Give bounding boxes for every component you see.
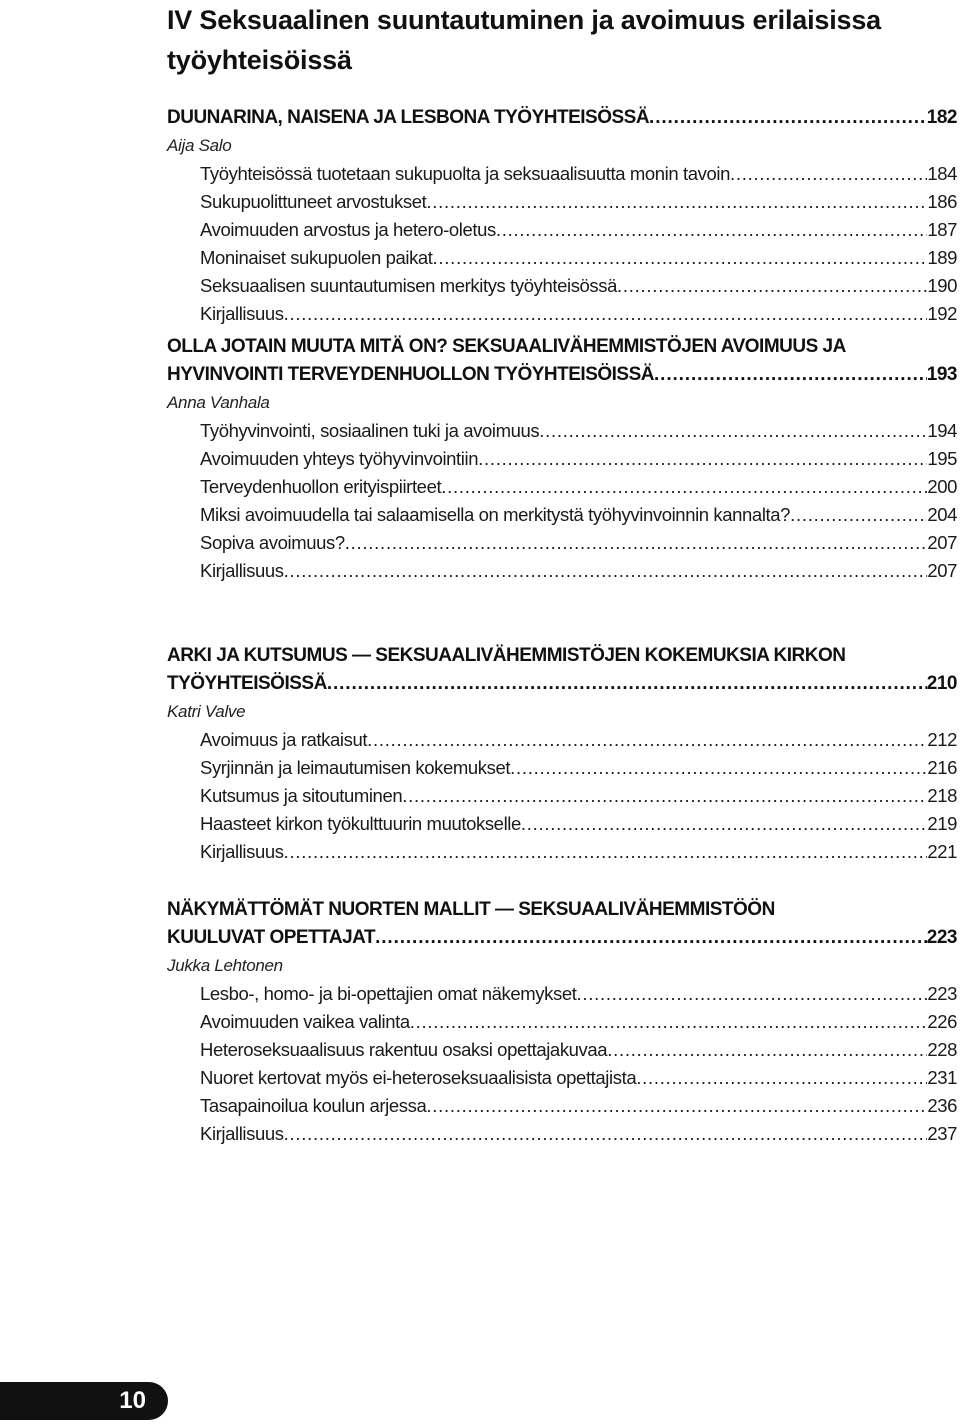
toc-entry-label: Kirjallisuus <box>200 1123 284 1144</box>
toc-entry-label: Kirjallisuus <box>200 560 284 581</box>
dot-leader <box>345 529 927 557</box>
dot-leader <box>284 300 927 328</box>
toc-entry[interactable] <box>200 1008 957 1036</box>
toc-entry[interactable] <box>200 782 957 810</box>
toc-entry-label: Heteroseksuaalisuus rakentuu osaksi opettajakuvaa <box>200 1039 608 1060</box>
toc-entry-label: Seksuaalisen suuntautumisen merkitys työyhteisössä <box>200 275 618 296</box>
toc-entry-page-number: 194 <box>927 420 957 441</box>
toc-section <box>167 896 957 1148</box>
toc-entry-label: Avoimuuden vaikea valinta <box>200 1011 410 1032</box>
section-heading-label: KUULUVAT OPETTAJAT <box>167 927 376 948</box>
toc-entry[interactable] <box>200 557 957 585</box>
dot-leader <box>654 361 927 389</box>
toc-entry[interactable] <box>200 1120 957 1148</box>
toc-entry-label: Syrjinnän ja leimautumisen kokemukset <box>200 757 511 778</box>
toc-entry-label: Haasteet kirkon työkulttuurin muutokselle <box>200 813 521 834</box>
toc-entry-label: Työyhteisössä tuotetaan sukupuolta ja seksuaalisuutta monin tavoin <box>200 163 730 184</box>
section-page-number: 210 <box>926 673 957 694</box>
section-author: Aija Salo <box>167 136 232 155</box>
toc-entry[interactable] <box>200 244 957 272</box>
dot-leader <box>375 924 927 952</box>
section-heading-label: DUUNARINA, NAISENA JA LESBONA TYÖYHTEISÖSSÄ <box>167 107 650 128</box>
toc-entry[interactable] <box>200 1064 957 1092</box>
toc-entry[interactable] <box>200 300 957 328</box>
dot-leader <box>510 754 927 782</box>
toc-section <box>167 642 957 866</box>
toc-entry[interactable] <box>200 160 957 188</box>
toc-entry-label: Moninaiset sukupuolen paikat <box>200 247 433 268</box>
dot-leader <box>539 417 927 445</box>
dot-leader <box>636 1064 927 1092</box>
toc-entry-page-number: 219 <box>927 813 957 834</box>
toc-entry-label: Nuoret kertovat myös ei-heteroseksuaalisista opettajista <box>200 1067 637 1088</box>
toc-entry[interactable] <box>200 417 957 445</box>
toc-entry-page-number: 231 <box>927 1067 957 1088</box>
section-author: Anna Vanhala <box>167 393 270 412</box>
dot-leader <box>410 1008 927 1036</box>
toc-entry-page-number: 226 <box>927 1011 957 1032</box>
toc-entry-label: Kirjallisuus <box>200 841 284 862</box>
toc-entry-page-number: 207 <box>927 532 957 553</box>
dot-leader <box>607 1036 927 1064</box>
toc-entry-page-number: 189 <box>927 247 957 268</box>
toc-entry[interactable] <box>200 726 957 754</box>
toc-entry-page-number: 186 <box>927 191 957 212</box>
toc-entry[interactable] <box>200 838 957 866</box>
toc-entry-label: Avoimuuden yhteys työhyvinvointiin <box>200 448 479 469</box>
toc-entry-page-number: 200 <box>927 476 957 497</box>
toc-entry[interactable] <box>200 529 957 557</box>
section-heading-line: OLLA JOTAIN MUUTA MITÄ ON? SEKSUAALIVÄHEMMISTÖJEN AVOIMUUS JA <box>167 336 846 357</box>
toc-entry[interactable] <box>200 272 957 300</box>
toc-entry[interactable] <box>200 445 957 473</box>
toc-entry-label: Lesbo-, homo- ja bi-opettajien omat näkemykset <box>200 983 577 1004</box>
toc-entry[interactable] <box>200 810 957 838</box>
toc-entry-page-number: 223 <box>927 983 957 1004</box>
toc-entry[interactable] <box>200 1036 957 1064</box>
section-page-number: 182 <box>926 107 957 128</box>
toc-section <box>167 333 957 585</box>
toc-section <box>167 104 957 328</box>
toc-entry[interactable] <box>200 501 957 529</box>
toc-entry-label: Sopiva avoimuus? <box>200 532 345 553</box>
dot-leader <box>402 782 927 810</box>
toc-entry-label: Avoimuuden arvostus ja hetero-oletus <box>200 219 496 240</box>
dot-leader <box>521 810 927 838</box>
dot-leader <box>426 1092 927 1120</box>
toc-entry-page-number: 204 <box>927 504 957 525</box>
section-heading-line: ARKI JA KUTSUMUS — SEKSUAALIVÄHEMMISTÖJEN KOKEMUKSIA KIRKON <box>167 645 846 666</box>
dot-leader <box>426 188 927 216</box>
dot-leader <box>433 244 927 272</box>
toc-entry[interactable] <box>200 188 957 216</box>
toc-entry-page-number: 187 <box>927 219 957 240</box>
section-heading[interactable] <box>167 104 957 132</box>
toc-entry[interactable] <box>200 754 957 782</box>
toc-entry-page-number: 237 <box>927 1123 957 1144</box>
toc-entry[interactable] <box>200 473 957 501</box>
dot-leader <box>284 557 927 585</box>
toc-entry-page-number: 228 <box>927 1039 957 1060</box>
toc-entry[interactable] <box>200 1092 957 1120</box>
dot-leader <box>496 216 927 244</box>
dot-leader <box>441 473 927 501</box>
dot-leader <box>790 501 927 529</box>
section-heading[interactable] <box>167 361 957 389</box>
dot-leader <box>284 1120 927 1148</box>
section-heading-label: HYVINVOINTI TERVEYDENHUOLLON TYÖYHTEISÖISSÄ <box>167 364 654 385</box>
page-number: 10 <box>119 1387 146 1414</box>
toc-entry[interactable] <box>200 216 957 244</box>
page-number-badge <box>0 1382 168 1420</box>
toc-entry-page-number: 184 <box>927 163 957 184</box>
section-page-number: 193 <box>926 364 957 385</box>
dot-leader <box>649 104 927 132</box>
toc-entry-label: Tasapainoilua koulun arjessa <box>200 1095 427 1116</box>
dot-leader <box>730 160 927 188</box>
section-heading[interactable] <box>167 924 957 952</box>
page-title: IV Seksuaalinen suuntautuminen ja avoimuus erilaisissa työyhteisöissä <box>167 5 881 75</box>
dot-leader <box>284 838 927 866</box>
dot-leader <box>576 980 927 1008</box>
toc-entry-page-number: 207 <box>927 560 957 581</box>
toc-entry-page-number: 218 <box>927 785 957 806</box>
toc-entry-page-number: 192 <box>927 303 957 324</box>
dot-leader <box>478 445 927 473</box>
section-heading[interactable] <box>167 670 957 698</box>
toc-entry-label: Sukupuolittuneet arvostukset <box>200 191 427 212</box>
toc-entry-label: Kirjallisuus <box>200 303 284 324</box>
toc-entry-label: Työhyvinvointi, sosiaalinen tuki ja avoimuus <box>200 420 540 441</box>
section-heading-label: TYÖYHTEISÖISSÄ <box>167 673 327 694</box>
toc-entry-page-number: 236 <box>927 1095 957 1116</box>
toc-entry-label: Terveydenhuollon erityispiirteet <box>200 476 442 497</box>
dot-leader <box>327 670 927 698</box>
toc-entry-label: Kutsumus ja sitoutuminen <box>200 785 403 806</box>
toc-entry-page-number: 212 <box>927 729 957 750</box>
section-heading-line: NÄKYMÄTTÖMÄT NUORTEN MALLIT — SEKSUAALIVÄHEMMISTÖÖN <box>167 899 775 920</box>
toc-entry-label: Miksi avoimuudella tai salaamisella on merkitystä työhyvinvoinnin kannalta? <box>200 504 791 525</box>
dot-leader <box>617 272 927 300</box>
toc-entry-page-number: 216 <box>927 757 957 778</box>
dot-leader <box>367 726 927 754</box>
toc-entry-page-number: 190 <box>927 275 957 296</box>
section-author: Jukka Lehtonen <box>167 956 283 975</box>
section-page-number: 223 <box>926 927 957 948</box>
toc-entry-page-number: 221 <box>927 841 957 862</box>
section-author: Katri Valve <box>167 702 246 721</box>
toc-entry-label: Avoimuus ja ratkaisut <box>200 729 368 750</box>
toc-entry[interactable] <box>200 980 957 1008</box>
toc-entry-page-number: 195 <box>927 448 957 469</box>
